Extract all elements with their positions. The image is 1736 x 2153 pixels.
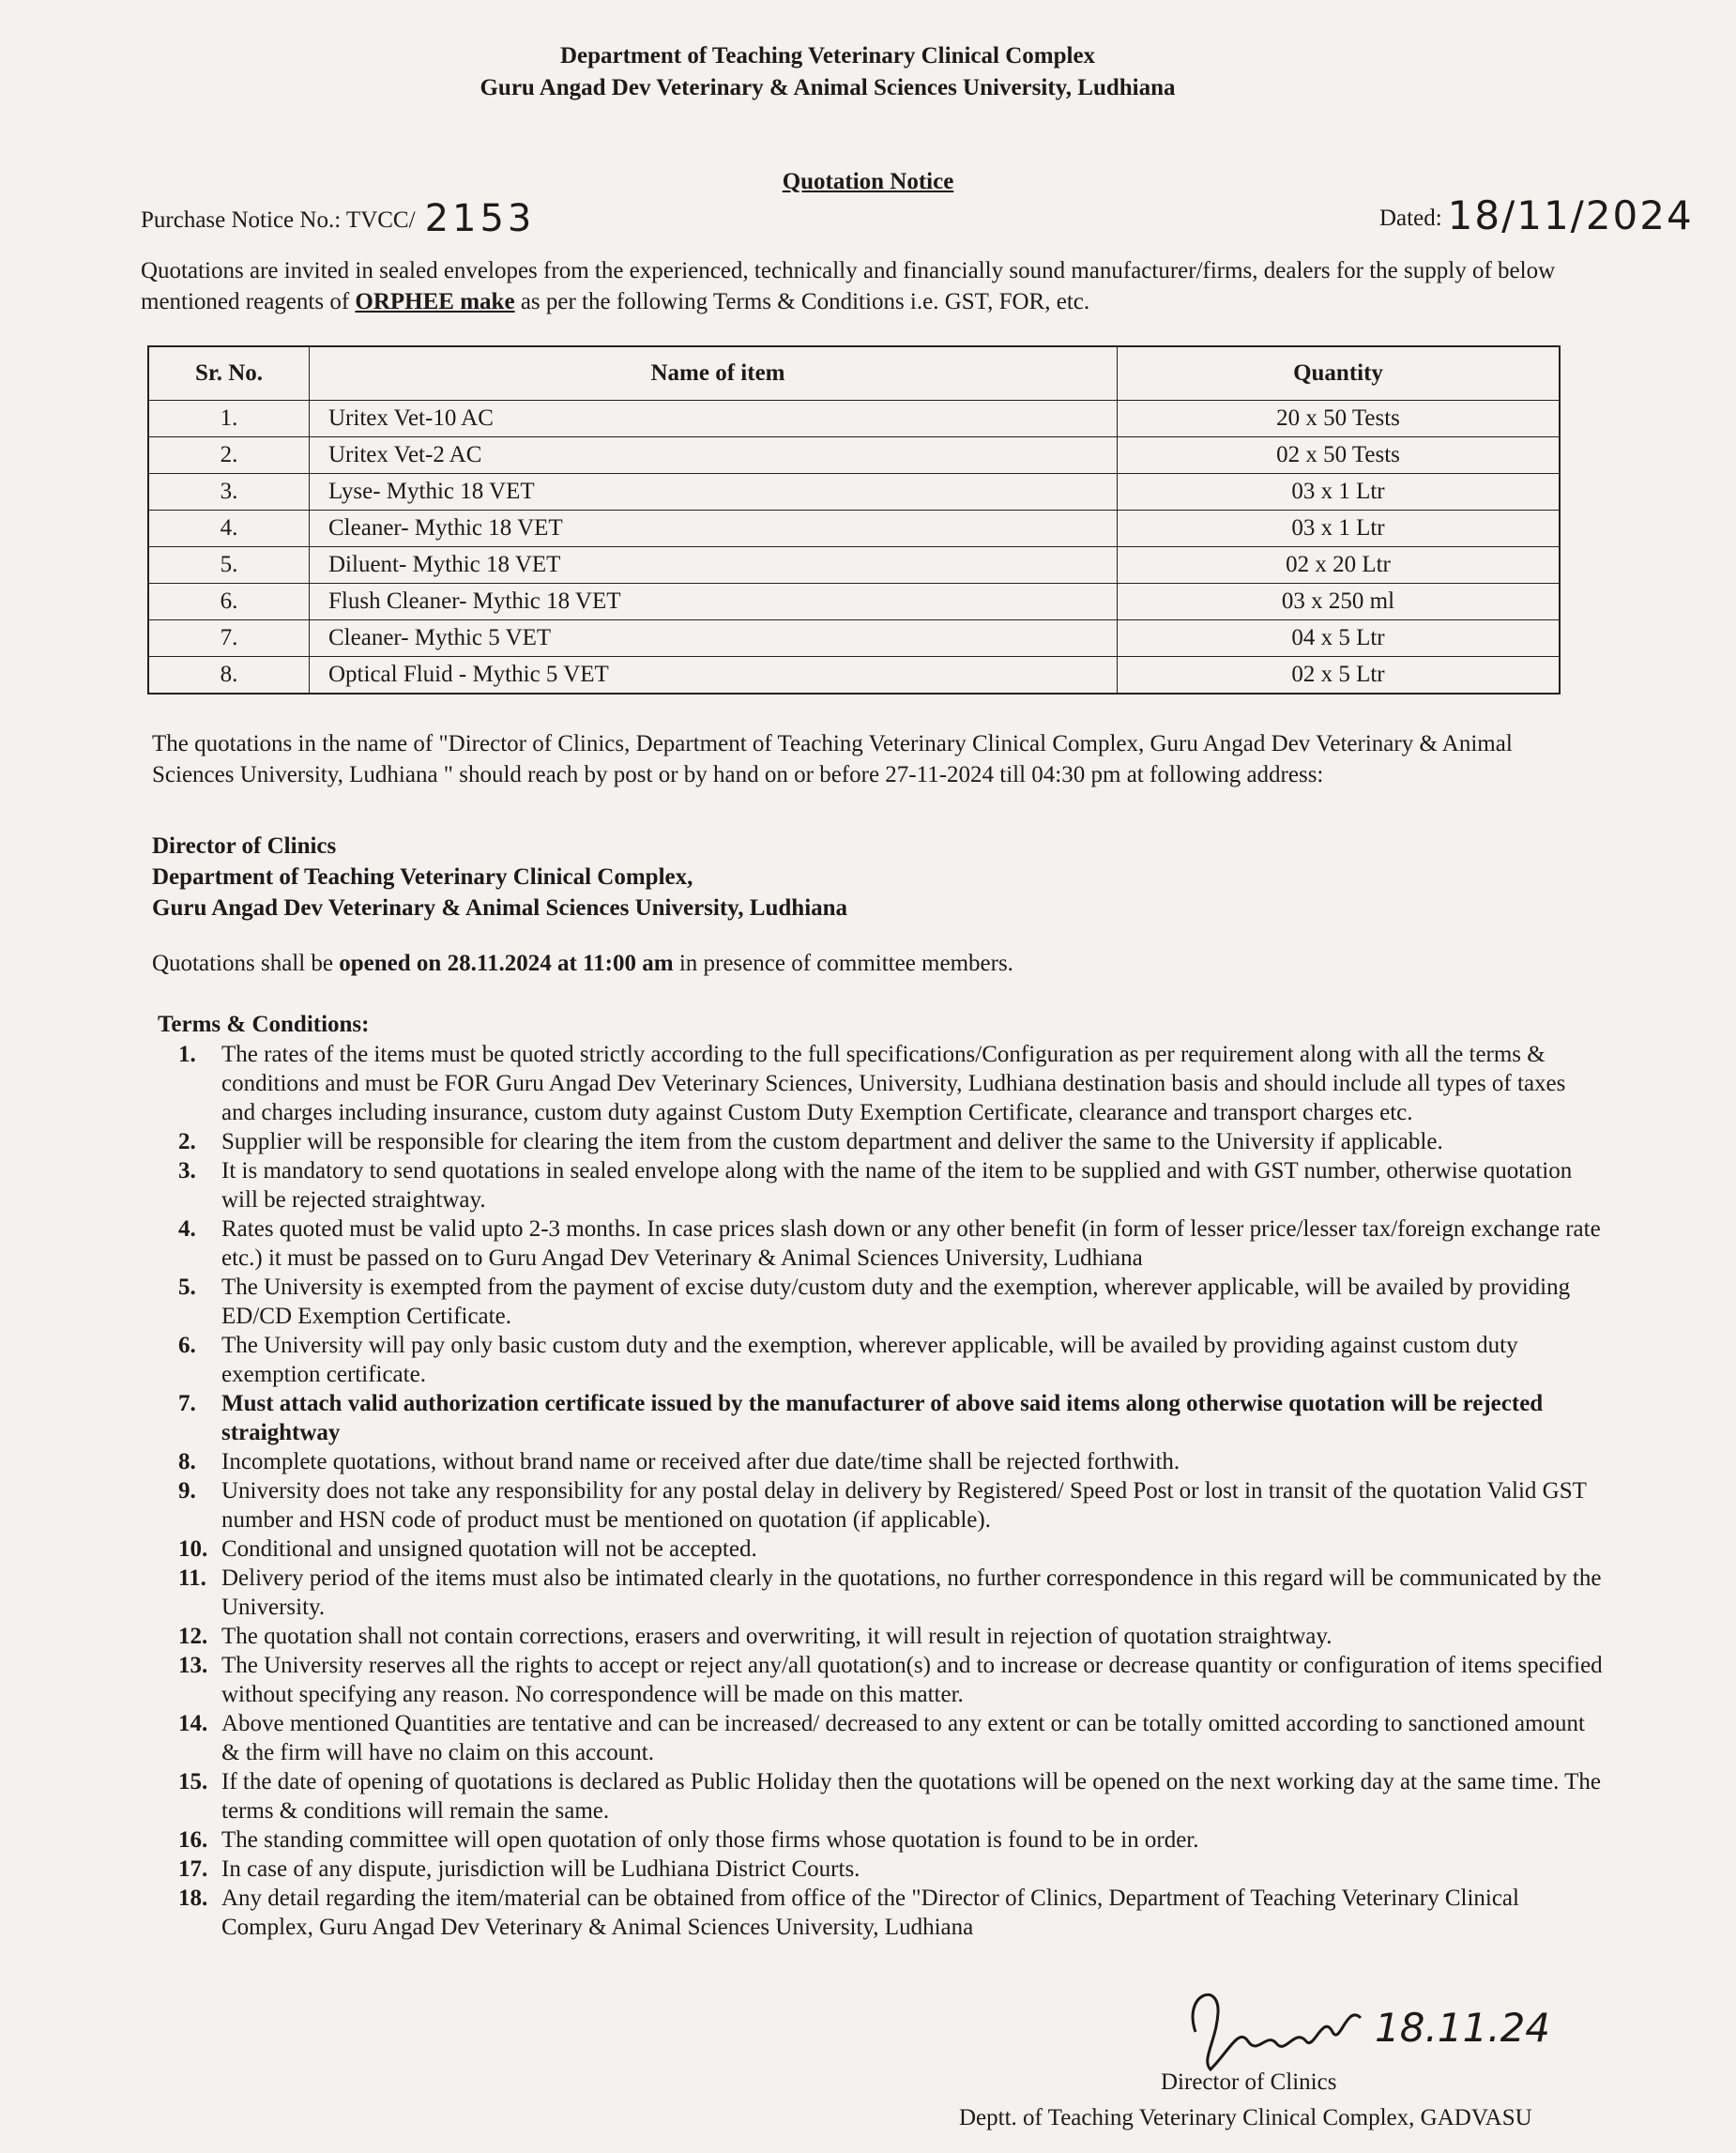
address-line-2: Department of Teaching Veterinary Clinical Complex, xyxy=(152,864,693,890)
row-item-name: Flush Cleaner- Mythic 18 VET xyxy=(310,584,1118,620)
term-number: 13. xyxy=(178,1653,208,1678)
row-quantity: 02 x 20 Ltr xyxy=(1118,547,1561,584)
address-line-1: Director of Clinics xyxy=(152,833,337,859)
term-text: The standing committee will open quotation of only those firms whose quotation is found to be in order. xyxy=(221,1827,1199,1853)
header-quantity: Quantity xyxy=(1118,346,1561,401)
term-text: Supplier will be responsible for clearing the item from the custom department and deliver the same to the University if applicable. xyxy=(221,1129,1443,1154)
term-item xyxy=(178,1884,1605,1942)
row-quantity: 02 x 50 Tests xyxy=(1118,437,1561,474)
address-block xyxy=(152,831,1597,924)
term-number: 6. xyxy=(178,1333,196,1358)
dated xyxy=(1379,192,1694,238)
term-number: 15. xyxy=(178,1769,208,1794)
term-item xyxy=(178,1825,1605,1855)
term-number: 2. xyxy=(178,1129,196,1154)
term-item xyxy=(178,1156,1605,1214)
table-row xyxy=(148,547,1560,584)
term-number: 14. xyxy=(178,1711,208,1736)
opening-after: in presence of committee members. xyxy=(673,951,1013,976)
term-number: 5. xyxy=(178,1275,196,1300)
row-item-name: Uritex Vet-10 AC xyxy=(310,401,1118,437)
term-item xyxy=(178,1535,1605,1564)
term-text: The University will pay only basic custom duty and the exemption, wherever applicable, will be availed by providing against custom duty exemption certificate. xyxy=(221,1333,1518,1387)
term-text: Must attach valid authorization certificate issued by the manufacturer of above said items along otherwise quotation will be rejected straightway xyxy=(221,1391,1544,1445)
row-sr: 6. xyxy=(148,584,310,620)
term-text: If the date of opening of quotations is declared as Public Holiday then the quotations will be opened on the next working day at the same time. The terms & conditions will remain the same. xyxy=(221,1769,1602,1824)
term-item xyxy=(178,1447,1605,1476)
row-sr: 4. xyxy=(148,511,310,547)
row-sr: 2. xyxy=(148,437,310,474)
items-table-header-row xyxy=(148,346,1560,401)
intro-text-after: as per the following Terms & Conditions i.e. GST, FOR, etc. xyxy=(514,289,1090,314)
purchase-notice-number: 2153 xyxy=(424,197,536,240)
table-row xyxy=(148,584,1560,620)
opening-paragraph xyxy=(152,948,1597,979)
term-text: Rates quoted must be valid upto 2-3 months. In case prices slash down or any other benefit (in form of lesser price/lesser tax/foreign exchange rate etc.) it must be passed on to Guru Angad Dev Veterinary & Animal Sciences University, Ludhiana xyxy=(221,1216,1601,1271)
opening-before: Quotations shall be xyxy=(152,951,340,976)
row-quantity: 03 x 250 ml xyxy=(1118,584,1561,620)
header-department: Department of Teaching Veterinary Clinical Complex xyxy=(559,43,1096,69)
row-item-name: Lyse- Mythic 18 VET xyxy=(310,474,1118,511)
header-name-of-item: Name of item xyxy=(310,346,1118,401)
signature-date: 18.11.24 xyxy=(1375,2005,1551,2051)
table-row xyxy=(148,474,1560,511)
row-item-name: Uritex Vet-2 AC xyxy=(310,437,1118,474)
purchase-notice xyxy=(141,197,535,240)
term-item xyxy=(178,1651,1605,1709)
address-line-3: Guru Angad Dev Veterinary & Animal Sciences University, Ludhiana xyxy=(152,895,848,921)
row-quantity: 20 x 50 Tests xyxy=(1118,401,1561,437)
term-number: 4. xyxy=(178,1216,196,1242)
term-item xyxy=(178,1709,1605,1767)
table-row xyxy=(148,620,1560,657)
purchase-notice-label: Purchase Notice No.: TVCC/ xyxy=(141,207,416,233)
intro-paragraph xyxy=(141,255,1586,317)
term-text: Conditional and unsigned quotation will not be accepted. xyxy=(221,1536,757,1562)
term-number: 9. xyxy=(178,1478,196,1504)
row-sr: 5. xyxy=(148,547,310,584)
term-item xyxy=(178,1855,1605,1884)
term-text: University does not take any responsibility for any postal delay in delivery by Registered/ Speed Post or lost in transit of the quotation Valid GST number and HSN code of product must be mentioned on quotation (if applicable). xyxy=(221,1478,1587,1533)
row-item-name: Cleaner- Mythic 18 VET xyxy=(310,511,1118,547)
row-quantity: 03 x 1 Ltr xyxy=(1118,474,1561,511)
term-number: 18. xyxy=(178,1886,208,1911)
table-row xyxy=(148,437,1560,474)
term-text: The University is exempted from the payment of excise duty/custom duty and the exemption, wherever applicable, will be availed by providing ED/CD Exemption Certificate. xyxy=(221,1275,1571,1329)
terms-title: Terms & Conditions: xyxy=(158,1012,370,1037)
term-item xyxy=(178,1622,1605,1651)
row-sr: 7. xyxy=(148,620,310,657)
term-item xyxy=(178,1214,1605,1273)
term-text: Delivery period of the items must also be intimated clearly in the quotations, no further correspondence in this regard will be communicated by the University. xyxy=(221,1565,1602,1620)
items-table xyxy=(147,345,1561,695)
term-text: The quotation shall not contain corrections, erasers and overwriting, it will result in rejection of quotation straightway. xyxy=(221,1624,1332,1649)
row-sr: 1. xyxy=(148,401,310,437)
term-item xyxy=(178,1273,1605,1331)
term-number: 17. xyxy=(178,1856,208,1882)
term-number: 7. xyxy=(178,1391,196,1416)
intro-make: ORPHEE make xyxy=(355,289,515,314)
header-sr-no: Sr. No. xyxy=(148,346,310,401)
term-text: Any detail regarding the item/material can be obtained from office of the "Director of Clinics, Department of Teaching Veterinary Clinical Complex, Guru Angad Dev Veterinary & Animal Sciences University, Ludhiana xyxy=(221,1886,1519,1940)
term-item xyxy=(178,1476,1605,1535)
signature-title: Director of Clinics xyxy=(1161,2069,1337,2095)
term-text: Above mentioned Quantities are tentative and can be increased/ decreased to any extent or can be totally omitted according to sanctioned amount & the firm will have no claim on this account. xyxy=(221,1711,1585,1765)
term-number: 8. xyxy=(178,1449,196,1474)
row-quantity: 02 x 5 Ltr xyxy=(1118,657,1561,695)
intro-text-before: Quotations are invited in sealed envelopes from the experienced, technically and financially sound manufacturer/firms, dealers for the supply of below mentioned reagents of xyxy=(141,258,1556,314)
opening-bold: opened on 28.11.2024 at 11:00 am xyxy=(339,951,674,976)
term-item xyxy=(178,1331,1605,1389)
term-number: 16. xyxy=(178,1827,208,1853)
term-item xyxy=(178,1767,1605,1825)
signature-department: Deptt. of Teaching Veterinary Clinical Complex, GADVASU xyxy=(959,2105,1532,2130)
term-number: 12. xyxy=(178,1624,208,1649)
dated-value: 18/11/2024 xyxy=(1447,192,1694,238)
term-text: It is mandatory to send quotations in sealed envelope along with the name of the item to be supplied and with GST number, otherwise quotation will be rejected straightway. xyxy=(221,1158,1573,1213)
term-number: 11. xyxy=(178,1565,206,1591)
row-item-name: Diluent- Mythic 18 VET xyxy=(310,547,1118,584)
term-text: The rates of the items must be quoted strictly according to the full specifications/Configuration as per requirement along with all the terms & conditions and must be FOR Guru Angad Dev Veterinary Sciences, University, Ludhiana destination basis and should include all types of taxes and charges including insurance, custom duty against Custom Duty Exemption Certificate, clearance and transport charges etc. xyxy=(221,1042,1566,1125)
term-item xyxy=(178,1389,1605,1447)
term-text: In case of any dispute, jurisdiction will be Ludhiana District Courts. xyxy=(221,1856,860,1882)
quotation-paragraph: The quotations in the name of "Director of Clinics, Department of Teaching Veterinary Clinical Complex, Guru Angad Dev Veterinary & Animal Sciences University, Ludhiana " should reach by post or by hand on or before 27-11-2024 till 04:30 pm at following address: xyxy=(152,731,1513,787)
term-item xyxy=(178,1040,1605,1127)
table-row xyxy=(148,511,1560,547)
notice-title-text: Quotation Notice xyxy=(782,169,954,194)
term-text: The University reserves all the rights to accept or reject any/all quotation(s) and to increase or decrease quantity or configuration of items specified without specifying any reason. No correspondence will be made on this matter. xyxy=(221,1653,1603,1707)
term-number: 10. xyxy=(178,1536,208,1562)
row-quantity: 03 x 1 Ltr xyxy=(1118,511,1561,547)
row-quantity: 04 x 5 Ltr xyxy=(1118,620,1561,657)
notice-title xyxy=(0,169,1736,195)
term-number: 3. xyxy=(178,1158,196,1183)
row-sr: 3. xyxy=(148,474,310,511)
table-row xyxy=(148,657,1560,695)
row-sr: 8. xyxy=(148,657,310,695)
dated-label: Dated: xyxy=(1379,206,1442,231)
signature-scribble xyxy=(1182,1976,1576,2079)
row-item-name: Optical Fluid - Mythic 5 VET xyxy=(310,657,1118,695)
header-university: Guru Angad Dev Veterinary & Animal Sciences University, Ludhiana xyxy=(480,75,1176,100)
row-item-name: Cleaner- Mythic 5 VET xyxy=(310,620,1118,657)
table-row xyxy=(148,401,1560,437)
term-number: 1. xyxy=(178,1042,196,1067)
term-item xyxy=(178,1127,1605,1156)
term-item xyxy=(178,1564,1605,1622)
term-text: Incomplete quotations, without brand name or received after due date/time shall be rejected forthwith. xyxy=(221,1449,1180,1474)
signature-stroke xyxy=(1193,1994,1361,2069)
terms-list xyxy=(178,1040,1605,1942)
